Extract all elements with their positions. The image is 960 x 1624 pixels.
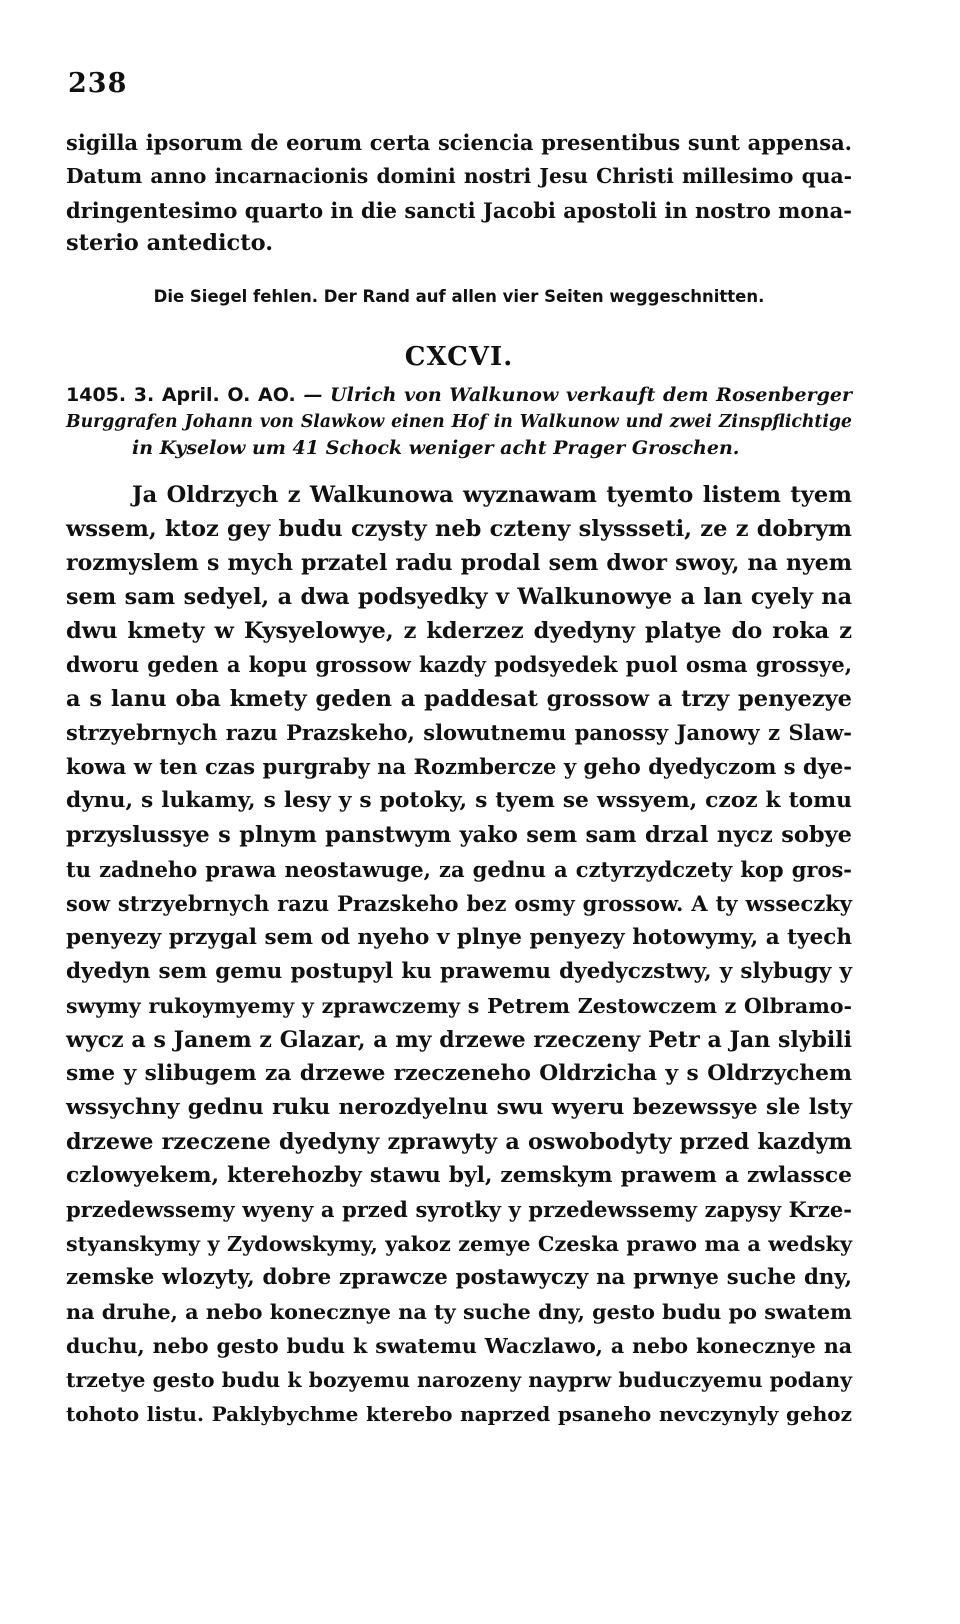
regest-line: in Kyselow um 41 Schock weniger acht Prager Groschen.	[132, 437, 740, 459]
body-line: swymy rukoymyemy y zprawczemy s Petrem Zestowczem z Olbramo-	[66, 993, 852, 1018]
body-line: przedewssemy wyeny a przed syrotky y przedewssemy zapysy Krze-	[66, 1196, 852, 1222]
intro-paragraph	[66, 126, 852, 261]
body-line: dwu kmety w Kysyelowye, z kderzez dyedyny platye do roka z	[66, 618, 852, 645]
document-heading: CXCVI.	[404, 342, 514, 372]
intro-line: sterio antedicto.	[66, 230, 274, 257]
body-line: a s lanu oba kmety geden a paddesat grossow a trzy penyezye	[66, 686, 852, 713]
body-line: czlowyekem, kterehozby stawu byl, zemskym prawem a zwlassce	[66, 1162, 852, 1188]
regest-line-text: — Ulrich von Walkunow verkauft dem Rosenberger	[303, 384, 852, 406]
body-line: tu zadneho prawa neostawuge, za gednu a cztyrzydczety kop gros-	[66, 856, 852, 882]
body-line: na druhe, a nebo konecznye na ty suche dny, gesto budu po swatem	[66, 1300, 852, 1325]
regest-date: 1405. 3. April. O. AO.	[66, 384, 296, 406]
body-line: wycz a s Janem z Glazar, a my drzewe rzeczeny Petr a Jan slybili	[66, 1026, 852, 1053]
body-line: tohoto listu. Paklybychme kterebo naprzed psaneho nevczynyly gehoz	[66, 1402, 852, 1427]
body-line: penyezy przygal sem od nyeho v plnye penyezy hotowymy, a tyech	[66, 924, 852, 950]
body-line: kowa w ten czas purgraby na Rozmbercze y geho dyedyczom s dye-	[66, 754, 852, 780]
regest-line	[66, 382, 852, 409]
intro-line: dringentesimo quarto in die sancti Jacobi apostoli in nostro mona-	[66, 197, 852, 223]
body-line: rozmyslem s mych przatel radu prodal sem dwor swoy, na nyem	[66, 550, 852, 577]
body-line: strzyebrnych razu Prazskeho, slowutnemu panossy Janowy z Slaw-	[66, 720, 852, 746]
body-line: sow strzyebrnych razu Prazskeho bez osmy grossow. A ty wsseczky	[66, 890, 852, 916]
body-line: dynu, s lukamy, s lesy y s potoky, s tyem se wssyem, czoz k tomu	[66, 788, 852, 814]
body-line: duchu, nebo gesto budu k swatemu Waczlawo, a nebo konecznye na	[66, 1334, 852, 1359]
page-number: 238	[68, 68, 128, 99]
body-line: drzewe rzeczene dyedyny zprawyty a oswobodyty przed kazdym	[66, 1128, 852, 1155]
body-line: dworu geden a kopu grossow kazdy podsyedek puol osma grossye,	[66, 652, 852, 678]
body-line: dyedyn sem gemu postupyl ku prawemu dyedyczstwy, y slybugy y	[66, 958, 852, 984]
document-body	[66, 478, 852, 1431]
body-line: sem sam sedyel, a dwa podsyedky v Walkunowye a lan cyely na	[66, 584, 852, 611]
body-line: wssychny gednu ruku nerozdyelnu swu wyeru bezewssye sle lsty	[66, 1094, 852, 1120]
body-line: przyslussye s plnym panstwym yako sem sam drzal nycz sobye	[66, 822, 852, 849]
body-line: styanskymy y Zydowskymy, yakoz zemye Czeska prawo ma a wedsky	[66, 1232, 852, 1257]
intro-line: Datum anno incarnacionis domini nostri Jesu Christi millesimo qua-	[66, 163, 852, 188]
body-line: zemske wlozyty, dobre zprawcze postawyczy na prwnye suche dny,	[66, 1265, 852, 1291]
body-line: wssem, ktoz gey budu czysty neb czteny slyssseti, ze z dobrym	[66, 516, 852, 543]
body-line: Ja Oldrzych z Walkunowa wyznawam tyemto listem tyem	[132, 482, 852, 508]
intro-line: sigilla ipsorum de eorum certa sciencia presentibus sunt appensa.	[66, 130, 852, 155]
regest-summary	[66, 382, 852, 462]
body-line: sme y slibugem za drzewe rzeczeneho Oldrzicha y s Oldrzychem	[66, 1060, 852, 1086]
editorial-note: Die Siegel fehlen. Der Rand auf allen vier Seiten weggeschnitten.	[153, 287, 765, 306]
body-line: trzetye gesto budu k bozyemu narozeny nayprw buduczyemu podany	[66, 1368, 853, 1393]
regest-line: Burggrafen Johann von Slawkow einen Hof in Walkunow und zwei Zinspflichtige	[66, 411, 852, 432]
